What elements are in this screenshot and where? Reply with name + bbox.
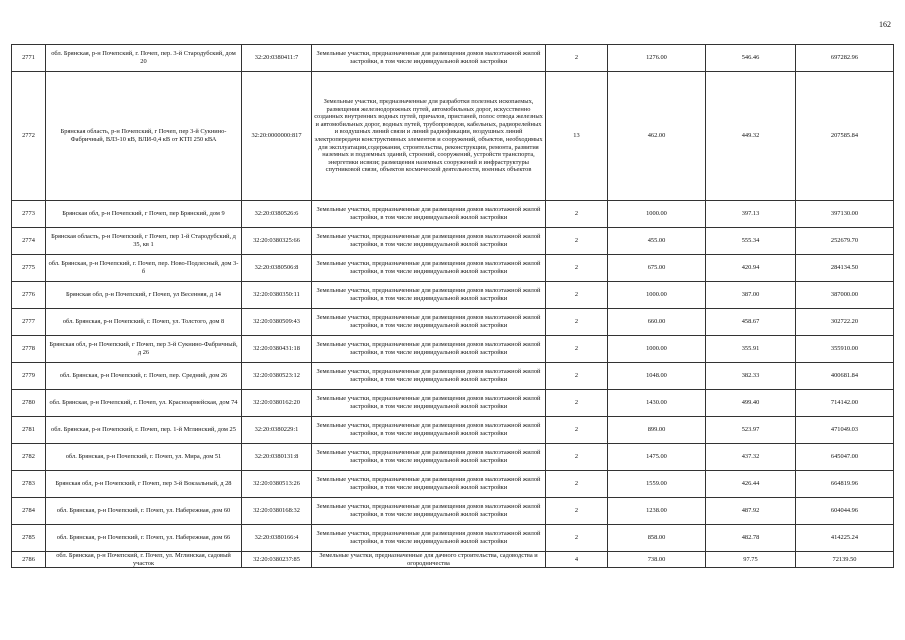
row-number: 2778 bbox=[12, 336, 46, 363]
cadastral-number-cell: 32:20:0380166:4 bbox=[242, 525, 312, 552]
table-row bbox=[12, 417, 894, 444]
table-row bbox=[12, 201, 894, 228]
row-number: 2779 bbox=[12, 363, 46, 390]
area-cell: 1000.00 bbox=[608, 201, 706, 228]
cadastral-value-cell: 252679.70 bbox=[796, 228, 894, 255]
row-number: 2786 bbox=[12, 552, 46, 568]
purpose-group-cell: 2 bbox=[546, 390, 608, 417]
cadastral-number-cell: 32:20:0380431:18 bbox=[242, 336, 312, 363]
address-cell: обл. Брянская, р-н Почепский, г. Почеп, пер. Средний, дом 26 bbox=[46, 363, 242, 390]
row-number: 2771 bbox=[12, 45, 46, 72]
row-number: 2784 bbox=[12, 498, 46, 525]
land-purpose-cell: Земельные участки, предназначенные для размещения домов малоэтажной жилой застройки, в том числе индивидуальной жилой застройки bbox=[312, 255, 546, 282]
address-cell: Брянская обл, р-н Почепский, г Почеп, пер 3-й Сукнино-Фабричный, д 26 bbox=[46, 336, 242, 363]
area-cell: 455.00 bbox=[608, 228, 706, 255]
purpose-group-cell: 2 bbox=[546, 336, 608, 363]
specific-value-cell: 97.75 bbox=[706, 552, 796, 568]
page-number: 162 bbox=[879, 20, 891, 29]
purpose-group-cell: 2 bbox=[546, 525, 608, 552]
specific-value-cell: 397.13 bbox=[706, 201, 796, 228]
address-cell: обл. Брянская, р-н Почепский, г. Почеп, пер. 1-й Мглинский, дом 25 bbox=[46, 417, 242, 444]
cadastral-number-cell: 32:20:0380513:26 bbox=[242, 471, 312, 498]
specific-value-cell: 555.34 bbox=[706, 228, 796, 255]
land-purpose-cell: Земельные участки, предназначенные для размещения домов малоэтажной жилой застройки, в том числе индивидуальной жилой застройки bbox=[312, 498, 546, 525]
table-row bbox=[12, 525, 894, 552]
land-purpose-cell: Земельные участки, предназначенные для размещения домов малоэтажной жилой застройки, в том числе индивидуальной жилой застройки bbox=[312, 45, 546, 72]
cadastral-value-cell: 604044.96 bbox=[796, 498, 894, 525]
cadastral-number-cell: 32:20:0380350:11 bbox=[242, 282, 312, 309]
table-row bbox=[12, 444, 894, 471]
purpose-group-cell: 2 bbox=[546, 498, 608, 525]
cadastral-value-cell: 387000.00 bbox=[796, 282, 894, 309]
cadastral-value-cell: 645047.00 bbox=[796, 444, 894, 471]
purpose-group-cell: 4 bbox=[546, 552, 608, 568]
area-cell: 899.00 bbox=[608, 417, 706, 444]
land-purpose-cell: Земельные участки, предназначенные для размещения домов малоэтажной жилой застройки, в том числе индивидуальной жилой застройки bbox=[312, 390, 546, 417]
row-number: 2774 bbox=[12, 228, 46, 255]
row-number: 2773 bbox=[12, 201, 46, 228]
address-cell: Брянская область, р-н Почепский, г Почеп, пер 1-й Стародубский, д 35, кв 1 bbox=[46, 228, 242, 255]
area-cell: 462.00 bbox=[608, 72, 706, 201]
specific-value-cell: 482.78 bbox=[706, 525, 796, 552]
land-purpose-cell: Земельные участки, предназначенные для размещения домов малоэтажной жилой застройки, в том числе индивидуальной жилой застройки bbox=[312, 444, 546, 471]
area-cell: 1475.00 bbox=[608, 444, 706, 471]
land-purpose-cell: Земельные участки, предназначенные для дачного строительства, садоводства и огородничества bbox=[312, 552, 546, 568]
address-cell: обл. Брянская, р-н Почепский, г. Почеп, ул. Толстого, дом 8 bbox=[46, 309, 242, 336]
cadastral-number-cell: 32:20:0000000:817 bbox=[242, 72, 312, 201]
purpose-group-cell: 2 bbox=[546, 471, 608, 498]
cadastral-number-cell: 32:20:0380506:8 bbox=[242, 255, 312, 282]
cadastral-number-cell: 32:20:0380131:8 bbox=[242, 444, 312, 471]
cadastral-number-cell: 32:20:0380237:85 bbox=[242, 552, 312, 568]
land-purpose-cell: Земельные участки, предназначенные для размещения домов малоэтажной жилой застройки, в том числе индивидуальной жилой застройки bbox=[312, 336, 546, 363]
address-cell: обл. Брянская, р-н Почепский, г. Почеп, ул. Красноармейская, дом 74 bbox=[46, 390, 242, 417]
table-row bbox=[12, 498, 894, 525]
table-row bbox=[12, 45, 894, 72]
address-cell: Брянская область, р-н Почепский, г Почеп, пер 3-й Сукнино-Фабричный, ВЛ3-10 кВ, ВЛИ-0,4 кВ от КТП 250 кВА bbox=[46, 72, 242, 201]
area-cell: 1000.00 bbox=[608, 336, 706, 363]
row-number: 2780 bbox=[12, 390, 46, 417]
specific-value-cell: 420.94 bbox=[706, 255, 796, 282]
table-row bbox=[12, 552, 894, 568]
cadastral-value-cell: 414225.24 bbox=[796, 525, 894, 552]
cadastral-value-cell: 697282.96 bbox=[796, 45, 894, 72]
land-purpose-cell: Земельные участки, предназначенные для размещения домов малоэтажной жилой застройки, в том числе индивидуальной жилой застройки bbox=[312, 363, 546, 390]
cadastral-value-cell: 302722.20 bbox=[796, 309, 894, 336]
land-purpose-cell: Земельные участки, предназначенные для размещения домов малоэтажной жилой застройки, в том числе индивидуальной жилой застройки bbox=[312, 282, 546, 309]
row-number: 2772 bbox=[12, 72, 46, 201]
specific-value-cell: 523.97 bbox=[706, 417, 796, 444]
cadastral-value-cell: 400681.84 bbox=[796, 363, 894, 390]
cadastral-number-cell: 32:20:0380509:43 bbox=[242, 309, 312, 336]
cadastral-value-cell: 397130.00 bbox=[796, 201, 894, 228]
specific-value-cell: 387.00 bbox=[706, 282, 796, 309]
table-row bbox=[12, 228, 894, 255]
address-cell: Брянская обл, р-н Почепский, г Почеп, ул Весенняя, д 14 bbox=[46, 282, 242, 309]
specific-value-cell: 426.44 bbox=[706, 471, 796, 498]
row-number: 2776 bbox=[12, 282, 46, 309]
cadastral-number-cell: 32:20:0380162:20 bbox=[242, 390, 312, 417]
table-row bbox=[12, 471, 894, 498]
row-number: 2781 bbox=[12, 417, 46, 444]
table-row bbox=[12, 363, 894, 390]
cadastral-number-cell: 32:20:0380168:32 bbox=[242, 498, 312, 525]
area-cell: 1276.00 bbox=[608, 45, 706, 72]
address-cell: обл. Брянская, р-н Почепский, г. Почеп, пер. Ново-Подлесный, дом 3-б bbox=[46, 255, 242, 282]
address-cell: обл. Брянская, р-н Почепский, г. Почеп, ул. Набережная, дом 60 bbox=[46, 498, 242, 525]
purpose-group-cell: 2 bbox=[546, 444, 608, 471]
table-row bbox=[12, 309, 894, 336]
area-cell: 1238.00 bbox=[608, 498, 706, 525]
cadastral-number-cell: 32:20:0380411:7 bbox=[242, 45, 312, 72]
row-number: 2782 bbox=[12, 444, 46, 471]
table-row bbox=[12, 336, 894, 363]
purpose-group-cell: 2 bbox=[546, 363, 608, 390]
purpose-group-cell: 2 bbox=[546, 309, 608, 336]
specific-value-cell: 382.33 bbox=[706, 363, 796, 390]
purpose-group-cell: 2 bbox=[546, 228, 608, 255]
specific-value-cell: 546.46 bbox=[706, 45, 796, 72]
specific-value-cell: 437.32 bbox=[706, 444, 796, 471]
row-number: 2783 bbox=[12, 471, 46, 498]
table-row bbox=[12, 282, 894, 309]
address-cell: обл. Брянская, р-н Почепский, г. Почеп, ул. Мира, дом 51 bbox=[46, 444, 242, 471]
cadastral-number-cell: 32:20:0380523:12 bbox=[242, 363, 312, 390]
cadastral-value-cell: 207585.84 bbox=[796, 72, 894, 201]
purpose-group-cell: 13 bbox=[546, 72, 608, 201]
area-cell: 858.00 bbox=[608, 525, 706, 552]
address-cell: обл. Брянская, р-н Почепский, г. Почеп, ул. Набережная, дом 66 bbox=[46, 525, 242, 552]
cadastral-number-cell: 32:20:0380325:66 bbox=[242, 228, 312, 255]
cadastral-value-cell: 355910.00 bbox=[796, 336, 894, 363]
cadastral-value-cell: 471049.03 bbox=[796, 417, 894, 444]
table-body bbox=[12, 45, 894, 568]
specific-value-cell: 487.92 bbox=[706, 498, 796, 525]
specific-value-cell: 499.40 bbox=[706, 390, 796, 417]
table-row bbox=[12, 255, 894, 282]
specific-value-cell: 449.32 bbox=[706, 72, 796, 201]
row-number: 2785 bbox=[12, 525, 46, 552]
land-purpose-cell: Земельные участки, предназначенные для размещения домов малоэтажной жилой застройки, в том числе индивидуальной жилой застройки bbox=[312, 201, 546, 228]
cadastral-value-cell: 664819.96 bbox=[796, 471, 894, 498]
cadastral-number-cell: 32:20:0380229:1 bbox=[242, 417, 312, 444]
area-cell: 675.00 bbox=[608, 255, 706, 282]
land-purpose-cell: Земельные участки, предназначенные для размещения домов малоэтажной жилой застройки, в том числе индивидуальной жилой застройки bbox=[312, 309, 546, 336]
purpose-group-cell: 2 bbox=[546, 282, 608, 309]
row-number: 2777 bbox=[12, 309, 46, 336]
address-cell: обл. Брянская, р-н Почепский, г. Почеп, ул. Мглинская, садовый участок bbox=[46, 552, 242, 568]
purpose-group-cell: 2 bbox=[546, 417, 608, 444]
table-row bbox=[12, 390, 894, 417]
area-cell: 1430.00 bbox=[608, 390, 706, 417]
land-purpose-cell: Земельные участки, предназначенные для размещения домов малоэтажной жилой застройки, в том числе индивидуальной жилой застройки bbox=[312, 525, 546, 552]
row-number: 2775 bbox=[12, 255, 46, 282]
specific-value-cell: 458.67 bbox=[706, 309, 796, 336]
area-cell: 1559.00 bbox=[608, 471, 706, 498]
area-cell: 660.00 bbox=[608, 309, 706, 336]
cadastral-number-cell: 32:20:0380526:6 bbox=[242, 201, 312, 228]
land-purpose-cell: Земельные участки, предназначенные для размещения домов малоэтажной жилой застройки, в том числе индивидуальной жилой застройки bbox=[312, 417, 546, 444]
purpose-group-cell: 2 bbox=[546, 201, 608, 228]
cadastral-value-cell: 72139.50 bbox=[796, 552, 894, 568]
address-cell: Брянская обл, р-н Почепский, г Почеп, пер 3-й Вокзальный, д 28 bbox=[46, 471, 242, 498]
area-cell: 1048.00 bbox=[608, 363, 706, 390]
land-registry-table bbox=[11, 44, 894, 568]
area-cell: 738.00 bbox=[608, 552, 706, 568]
cadastral-value-cell: 284134.50 bbox=[796, 255, 894, 282]
land-purpose-cell: Земельные участки, предназначенные для размещения домов малоэтажной жилой застройки, в том числе индивидуальной жилой застройки bbox=[312, 471, 546, 498]
purpose-group-cell: 2 bbox=[546, 255, 608, 282]
specific-value-cell: 355.91 bbox=[706, 336, 796, 363]
land-purpose-cell: Земельные участки, предназначенные для размещения домов малоэтажной жилой застройки, в том числе индивидуальной жилой застройки bbox=[312, 228, 546, 255]
address-cell: Брянская обл, р-н Почепский, г Почеп, пер Брянский, дом 9 bbox=[46, 201, 242, 228]
cadastral-value-cell: 714142.00 bbox=[796, 390, 894, 417]
land-purpose-cell: Земельные участки, предназначенные для разработки полезных ископаемых, размещения железнодорожных путей, автомобильных дорог, искусственно созданных внутренних водных путей, причалов, пристаней, полос отвода железных и автомобильных дорог, водных путей, трубопроводов, кабельных, радиорелейных и воздушных линий связи и линий радиофикации, воздушных линий электропередачи конструктивных элементов и сооружений, объектов, необходимых для эксплуатации,содержания, строительства, реконструкции, ремонта, развития наземных и подземных зданий, строений, сооружений, устройств транспорта, энергетики исвязи; размещения наземных сооружений и инфраструктуры спутниковой связи, объектов космической деятельности, военных объектов bbox=[312, 72, 546, 201]
purpose-group-cell: 2 bbox=[546, 45, 608, 72]
address-cell: обл. Брянская, р-н Почепский, г. Почеп, пер. 3-й Стародубский, дом 20 bbox=[46, 45, 242, 72]
area-cell: 1000.00 bbox=[608, 282, 706, 309]
table-row bbox=[12, 72, 894, 201]
